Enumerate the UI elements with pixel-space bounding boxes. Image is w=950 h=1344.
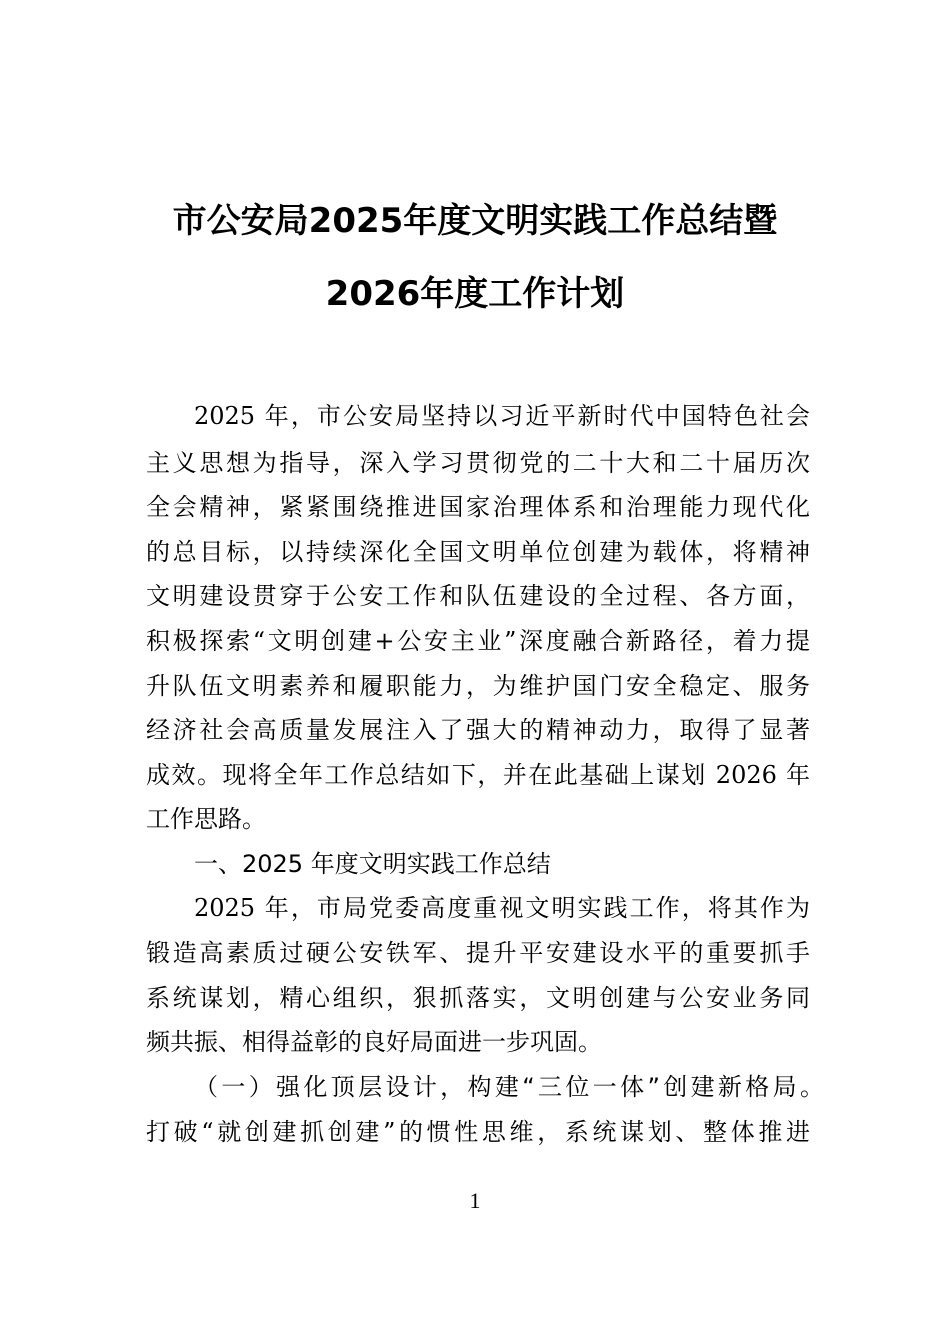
intro-paragraph-line: 工作思路。 xyxy=(146,805,266,833)
section-paragraph-line: 锻造高素质过硬公安铁军、提升平安建设水平的重要抓手 xyxy=(146,939,810,967)
document-title-line-1: 市公安局2025年度文明实践工作总结暨 xyxy=(172,201,778,241)
intro-paragraph-line: 2025 年，市公安局坚持以习近平新时代中国特色社会 xyxy=(194,402,810,430)
intro-paragraph-line: 积极探索“文明创建+公安主业”深度融合新路径，着力提 xyxy=(146,627,810,655)
intro-paragraph-line: 升队伍文明素养和履职能力，为维护国门安全稳定、服务 xyxy=(146,672,810,700)
document-title-line-2: 2026年度工作计划 xyxy=(325,274,625,314)
intro-paragraph-line: 文明建设贯穿于公安工作和队伍建设的全过程、各方面， xyxy=(146,582,810,610)
intro-paragraph-line: 的总目标，以持续深化全国文明单位创建为载体，将精神 xyxy=(146,538,810,566)
section-paragraph-line: 系统谋划，精心组织，狠抓落实，文明创建与公安业务同 xyxy=(146,984,810,1012)
intro-paragraph-line: 成效。现将全年工作总结如下，并在此基础上谋划 2026 年 xyxy=(146,761,810,789)
subsection-paragraph-line: 打破“就创建抓创建”的惯性思维，系统谋划、整体推进 xyxy=(146,1118,810,1146)
page-number: 1 xyxy=(469,1188,481,1213)
section-paragraph-line: 频共振、相得益彰的良好局面进一步巩固。 xyxy=(146,1028,602,1056)
intro-paragraph-line: 全会精神，紧紧围绕推进国家治理体系和治理能力现代化 xyxy=(146,493,810,521)
section-heading: 一、2025 年度文明实践工作总结 xyxy=(194,850,551,878)
section-paragraph-line: 2025 年，市局党委高度重视文明实践工作，将其作为 xyxy=(194,894,810,922)
subsection-heading: （一）强化顶层设计，构建“三位一体”创建新格局。 xyxy=(194,1073,824,1101)
intro-paragraph-line: 经济社会高质量发展注入了强大的精神动力，取得了显著 xyxy=(146,716,810,744)
intro-paragraph-line: 主义思想为指导，深入学习贯彻党的二十大和二十届历次 xyxy=(146,449,810,477)
